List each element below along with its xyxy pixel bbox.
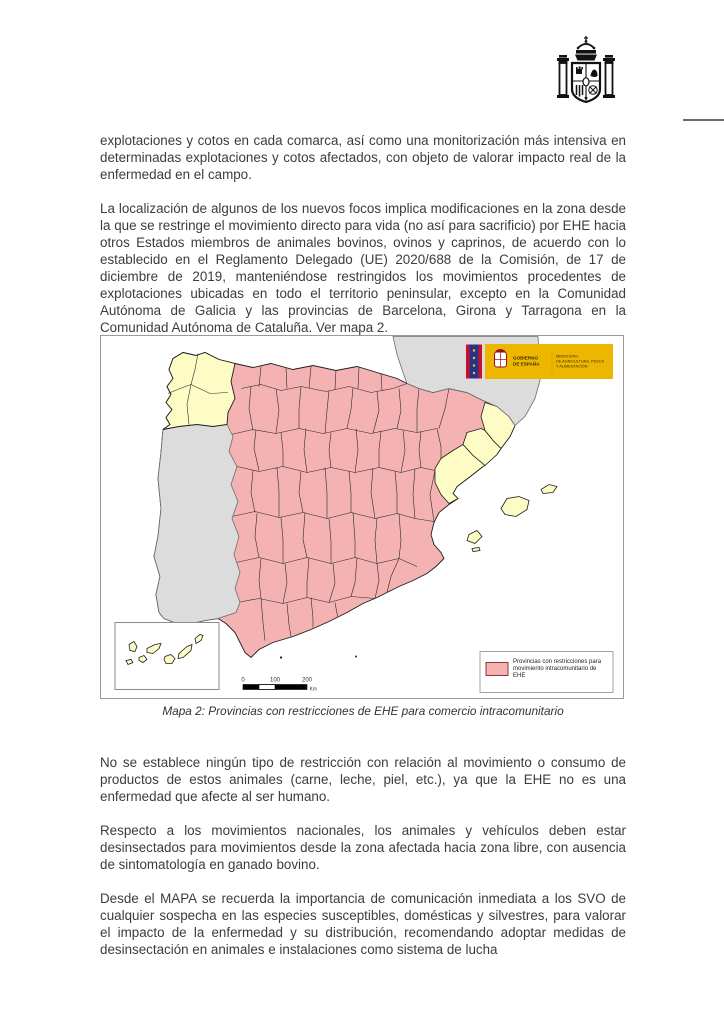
paragraph-4: Respecto a los movimientos nacionales, los animales y vehículos deben estar desinsectados para movimientos desde la zona afectada hacia zona libre, con ausencia de sintomatología en ganado bovino. <box>100 823 626 873</box>
spain-coat-of-arms-icon <box>551 36 621 128</box>
logo-ministry-line-1: MINISTERIO <box>556 354 579 359</box>
portugal-region <box>154 425 240 624</box>
header-rule-line <box>683 119 724 121</box>
legend-line-2: movimiento intracomunitario de <box>513 666 597 672</box>
spain-restriction-map <box>100 335 624 699</box>
scale-tick-200: 200 <box>301 677 313 684</box>
paragraph-3: No se establece ningún tipo de restricción con relación al movimiento o consumo de productos de estos animales (carne, leche, piel, etc.), ya que la EHE no es una enfermedad que afecte al ser humano. <box>100 755 626 805</box>
scale-bar <box>241 678 317 693</box>
map-canvas <box>101 336 623 698</box>
paragraph-1: explotaciones y cotos en cada comarca, así como una monitorización más intensiva en determinadas explotaciones y cotos afectados, con objeto de valorar impacto real de la enfermedad en el campo. <box>100 133 626 183</box>
balearic-islands <box>467 485 557 552</box>
map-legend <box>480 652 613 693</box>
paragraph-5: Desde el MAPA se recuerda la importancia de comunicación inmediata a los SVO de cualquier sospecha en las especies susceptibles, domésticas y silvestres, para valorar el impacto de la enfermedad y su distribución, recomendando adoptar medidas de desinsectación en animales e instalaciones como sistema de lucha <box>100 891 626 958</box>
government-logo <box>466 344 613 379</box>
canary-islands-inset <box>115 623 219 690</box>
logo-ministry-line-3: Y ALIMENTACIÓN <box>556 364 588 369</box>
logo-gov-line-2: DE ESPAÑA <box>513 361 540 367</box>
ceuta-dot <box>280 656 282 658</box>
scale-unit-label: Km <box>309 686 317 693</box>
map-caption: Mapa 2: Provincias con restricciones de EHE para comercio intracomunitario <box>162 704 564 718</box>
scale-tick-100: 100 <box>269 677 281 684</box>
melilla-dot <box>355 656 357 658</box>
logo-ministry-line-2: DE AGRICULTURA, PESCA <box>556 359 605 364</box>
galicia-region <box>163 353 235 430</box>
legend-line-1: Provincias con restricciones para <box>513 659 602 665</box>
paragraph-2: La localización de algunos de los nuevos focos implica modificaciones en la zona desde la que se restringe el movimiento directo para vida (no así para sacrificio) por EHE hacia otros Estados miembros de animales bovinos, ovinos y caprinos, de acuerdo con lo establecido en el Reglamento Delegado (UE) 2020/688 de la Comisión, de 17 de diciembre de 2019, manteniéndose restringidos los movimientos procedentes de explotaciones ubicadas en todo el territorio peninsular, excepto en la Comunidad Autónoma de Galicia y las provincias de Barcelona, Girona y Tarragona en la Comunidad Autónoma de Cataluña. Ver mapa 2. <box>100 201 626 336</box>
legend-line-3: EHE <box>513 673 526 679</box>
legend-swatch-restricted <box>486 663 508 676</box>
logo-mini-shield <box>495 349 507 367</box>
scale-tick-0: 0 <box>241 677 245 684</box>
logo-gov-line-1: GOBIERNO <box>513 355 539 361</box>
